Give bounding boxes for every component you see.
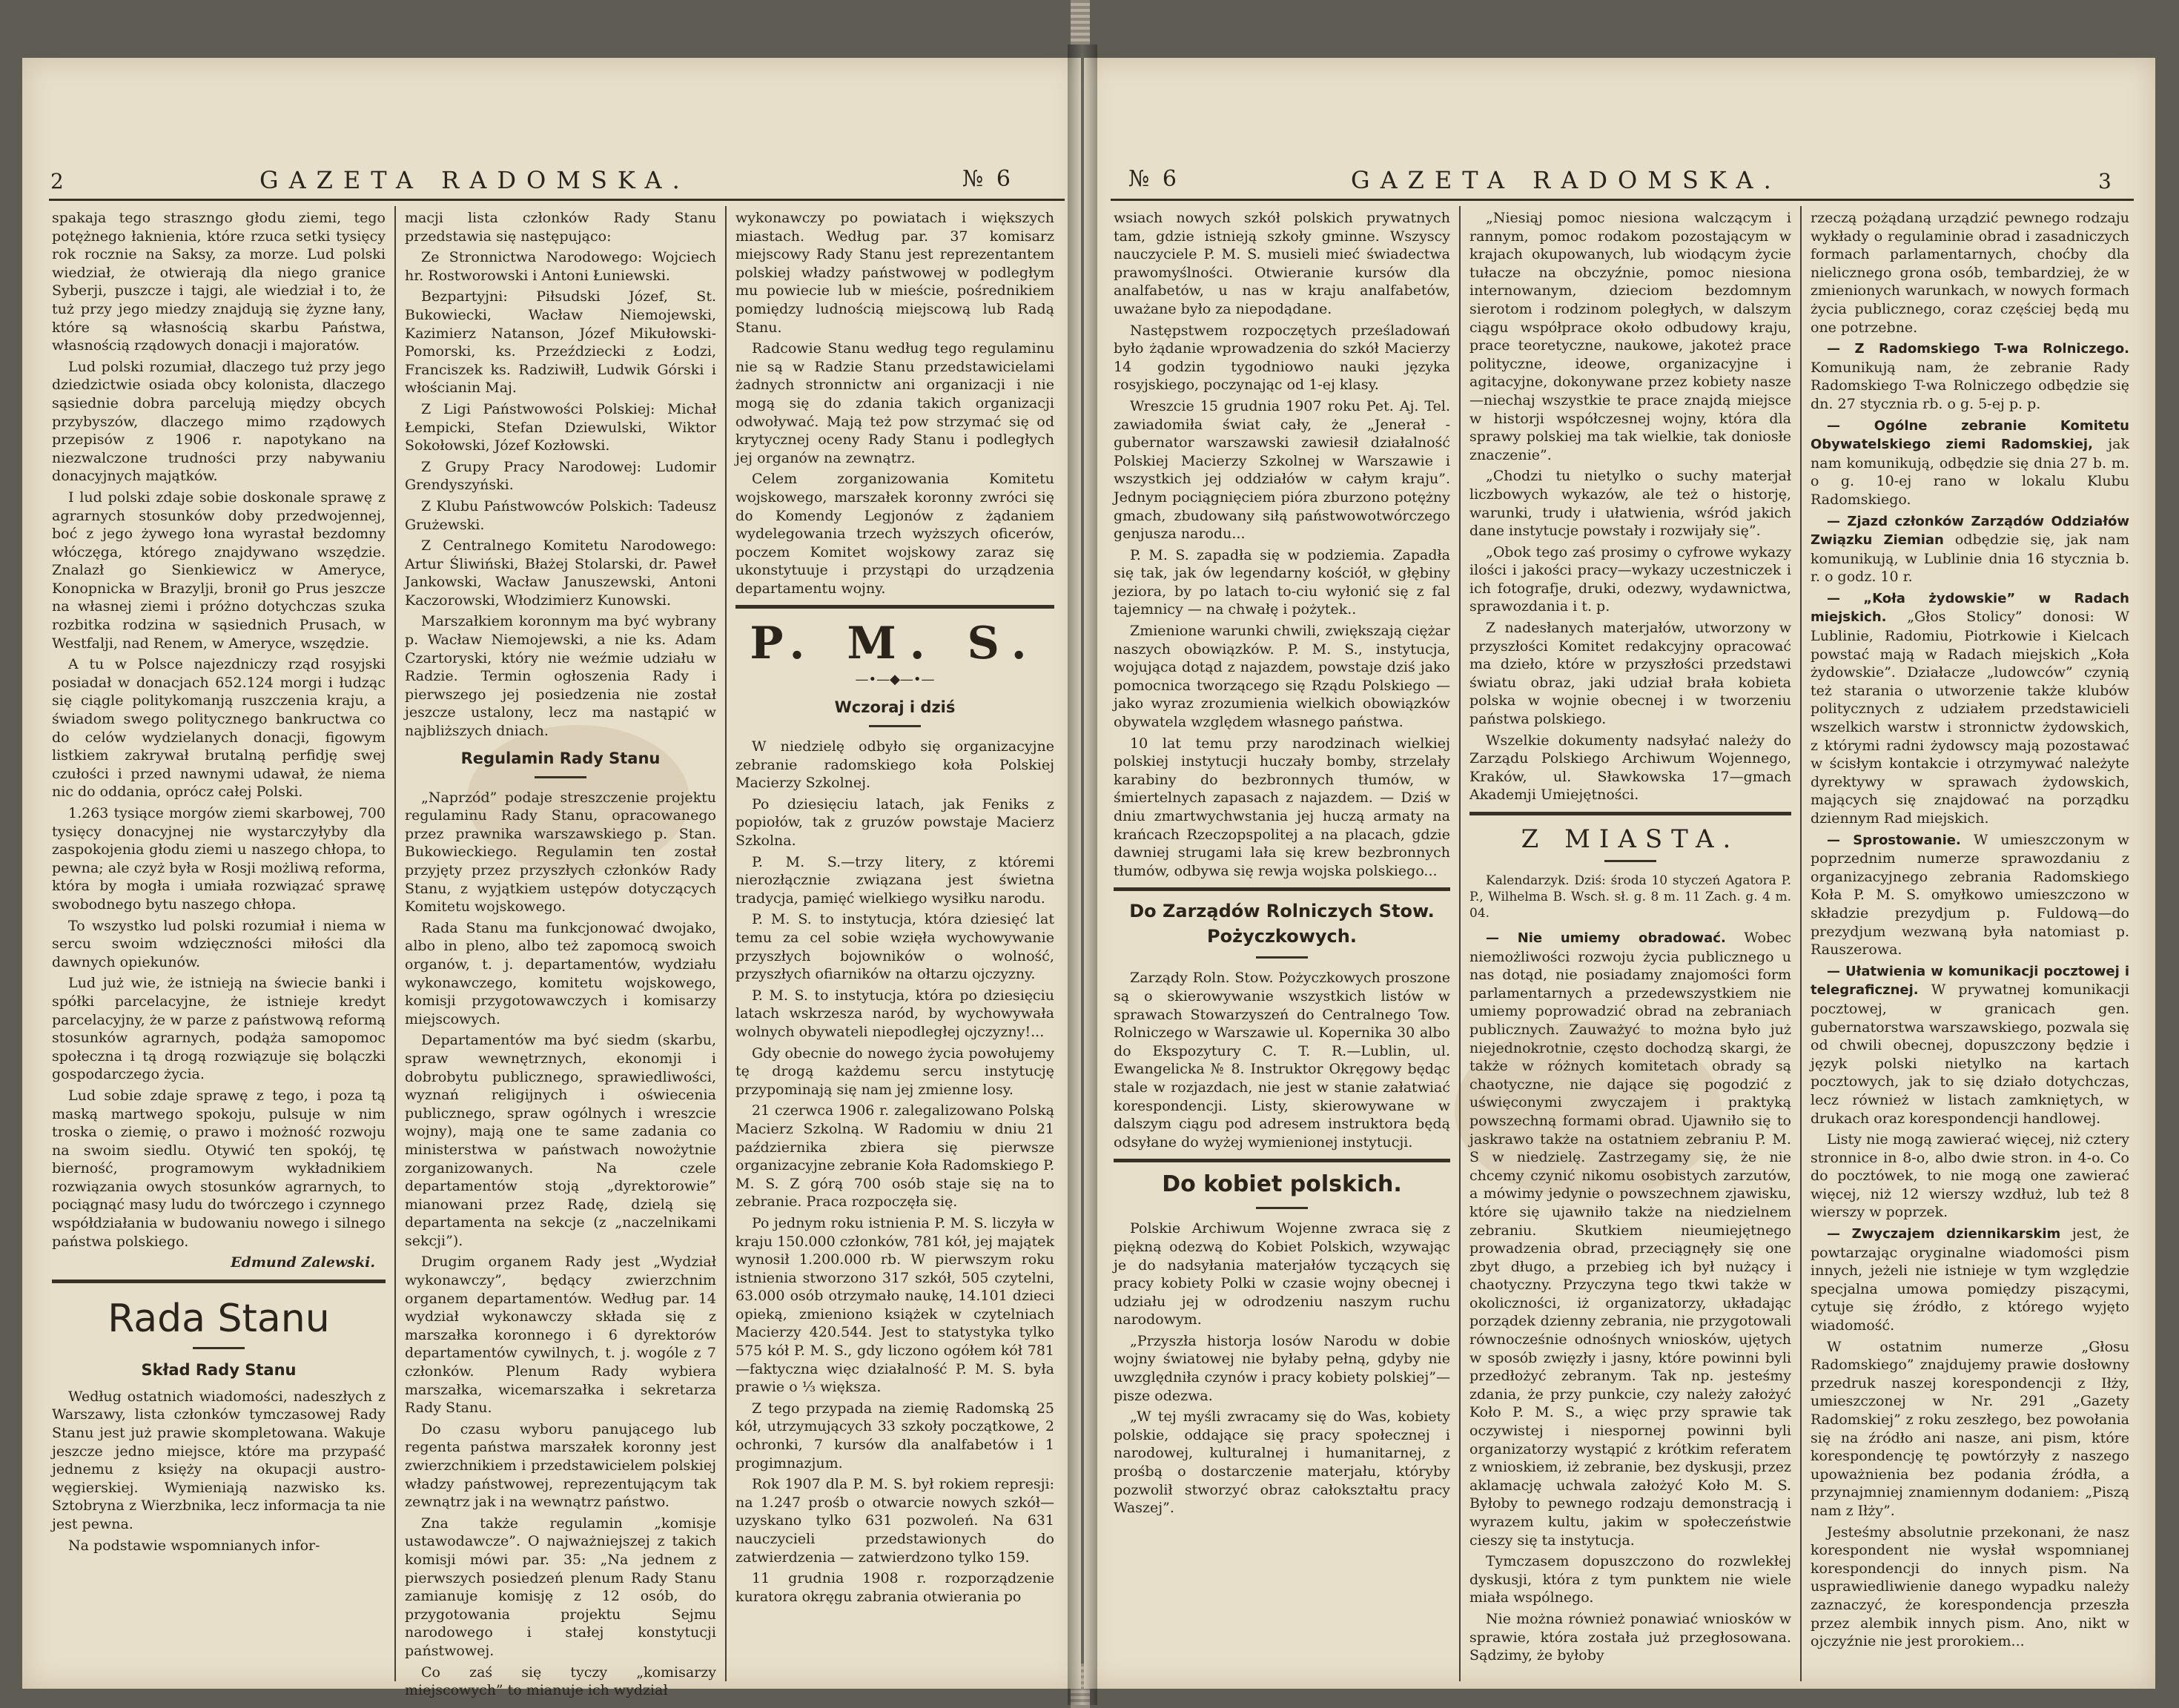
article-text: Wszelkie dokumenty nadsyłać należy do Zarządu Polskiego Archiwum Wojennego, Kraków, ul. Sławkowska 17—gmach Akademji Umiejętności. [1469,732,1791,804]
article-text: „Naprzód” podaje streszczenie projektu regulaminu Rady Stanu, opracowanego przez prawnika warszawskiego p. Stan. Bukowieckiego. Regulamin ten został przyjęty przez przyszłych członków Rady Stanu, z wyjątkiem ustępów dotyczących Komitetu wojskowego. [405,789,716,916]
article-text: Rok 1907 dla P. M. S. był rokiem represji: na 1.247 prośb o otwarcie nowych szkół—uzyskano tylko 631 pozwoleń. Na 631 nauczycieli przedstawionych do zatwierdzenia — zatwierdzono tylko 159. [735,1476,1054,1566]
news-lead: — Zjazd członków Zarządów Oddziałów Związku Ziemian [1811,513,2129,549]
column-2 [1469,209,1791,1684]
article-text: jest, że powtarzając oryginalne wiadomości pism innych, jeżeli nie istnieje w tym względzie specjalna umowa pomiędzy piszącymi, cytuje się źródło, z którego wyjęto wiadomość. [1811,1225,2129,1334]
article-text: Departamentów ma być siedm (skarbu, spraw wewnętrznych, ekonomji i dobrobytu publicznego, sprawiedliwości, wyznań religijnych i oświecenia publicznego, spraw ogólnych i wreszcie wojny), mają one te same zadania co ministerstwa w państwach nowożytnie zorganizowanych. Na czele departamentów stoją „dyrektorowie” mianowani przez Radę, dzielą się departamenta na sekcje (z „naczelnikami sekcji”). [405,1032,716,1249]
article-text: Po jednym roku istnienia P. M. S. liczyła w kraju 150.000 członków, 781 kół, jej majątek wynosił 1.200.000 rb. W pierwszym roku istnienia stworzono 317 szkół, 505 czytelni, 63.000 osób otrzymało naukę, 14.101 dzieci opieką, zmieniono książek w czytelniach Macierzy 420.544. Jest to statystyka tylko 575 kół P. M. S., gdy liczono ogółem kół 781—faktyczna więc działalność P. M. S. była prawie o ⅓ większa. [735,1214,1054,1396]
page-number: 3 [2098,169,2116,193]
right-page [1084,58,2155,1689]
page-number: 2 [50,169,68,193]
news-lead: — Ogólne zebranie Komitetu Obywatelskiego ziemi Radomskiej, [1811,417,2129,453]
article-text: Nie można również ponawiać wniosków w sprawie, która została już przegłosowana. Sądzimy, że byłoby [1469,1610,1791,1664]
article-text: Drugim organem Rady jest „Wydział wykonawczy”, będący zwierzchnim organem departamentów. Według par. 14 wydział wykonawczy składa się z marszałka koronnego i 6 dyrektorów departamentów cywilnych, t. j. wogóle z 7 członków. Plenum Rady wybiera marszałka, wicemarszałka i sekretarza Rady Stanu. [405,1254,716,1417]
article-text: P. M. S.—trzy litery, z któremi nierozłącznie związana jest świetna tradycja, pamięć wielkiego wysiłku narodu. [735,853,1054,907]
newspaper-title: GAZETA RADOMSKA. [1351,166,1782,194]
article-text: P. M. S. to instytucja, która dziesięć lat temu za cel sobie wzięła wychowywanie przyszłych bojowników o wolność, przyszłych ofiarników na ołtarzu ojczyzny. [735,911,1054,983]
article-text: Rada Stanu ma funkcjonować dwojako, albo in pleno, albo też zapomocą swoich organów, t. j. departamentów, wydziału wykonawczego, komitetu wojskowego, komisji przygotowawczych i komisarzy miejscowych. [405,919,716,1027]
article-text: W umieszczonym w poprzednim numerze sprawozdaniu z organizacyjnego zebrania Radomskiego Koła P. M. S. omyłkowo umieszczono w składzie prezydjum p. Fuldową—do prezydjum wezwaną była natomiast p. Rauszerowa. [1811,831,2129,959]
news-lead: — Nie umiemy obradować. [1486,930,1726,946]
heading-underline [1256,956,1308,959]
article-text: I lud polski zdaje sobie doskonale sprawę z agrarnych stosunków doby przedwojennej, boć z jego żywego łona wyrastał bezdomny włóczęga, którego znajdywano wszędzie. Znalazł go Sienkiewicz w Ameryce, Konopnicka w Brazylji, bronił go Prus jeszcze na własnej ziemi i próżno dotychczas szuka rozbitka rodzina w sąsiednich Prusach, w Westfalji, nad Renem, w Ameryce, wszędzie. [52,489,386,652]
heading-rada-stanu: Rada Stanu [108,1296,330,1341]
binding-thread [1071,0,1090,44]
ornament-divider: —•—◆—•— [855,672,935,688]
issue-number: № 6 [962,166,1014,192]
column-3 [1811,209,2129,1684]
article-text: To wszystko lud polski rozumiał i niema w sercu swoim wdzięczności miłości dla dawnych opiekunów. [52,917,386,970]
news-lead: — „Koła żydowskie” w Radach miejskich. [1811,590,2129,626]
article-text: Jesteśmy absolutnie przekonani, że nasz korespondent nie wysłał wspomnianej korespondencji do innych pism. Na usprawiedliwienie danego wypadku należy zaznaczyć, że korespondencja przeszła przez alembik innych pism. Ano, nikt w ojczyźnie nie jest prorokiem... [1811,1523,2129,1650]
article-text: Z Klubu Państwowców Polskich: Tadeusz Grużewski. [405,497,716,533]
article-text: 11 grudnia 1908 r. rozporządzenie kuratora okręgu zabrania otwierania po [735,1570,1054,1605]
column-rule [394,206,396,1681]
article-text: „W tej myśli zwracamy się do Was, kobiety polskie, oddające się pracy społecznej i narodowej, kulturalnej i humanitarnej, z prośbą o dostarczenie materjału, któryby pozwolił stworzyć obraz całokształtu pracy Waszej”. [1114,1409,1450,1517]
left-page [22,58,1081,1699]
column-rule [1459,206,1461,1681]
news-lead: — Z Radomskiego T-wa Rolniczego. [1827,341,2129,357]
heading-wczoraj-i-dzis: Wczoraj i dziś [834,698,956,717]
heading-underline [1604,860,1656,862]
article-text: jak nam komunikują, odbędzie się dnia 27 b. m. o g. 10-ej rano w lokalu Klubu Radomskiego. [1811,436,2130,508]
masthead-rule [49,199,1065,201]
article-text: „Chodzi tu nietylko o suchy materjał liczbowych wykazów, ale też o historję, warunki, trudy i ułatwienia, wśród jakich dane instytucje powstały i rozwijały się”. [1469,468,1791,540]
article-text: rzeczą pożądaną urządzić pewnego rodzaju wykłady o regulaminie obrad i zasadniczych formach parlamentarnych, choćby dla nielicznego grona osób, tembardziej, że w zmienionych warunkach, w nowych formach życia publicznego, coraz częściej będą mu one potrzebne. [1811,210,2129,336]
issue-number: № 6 [1128,166,1180,192]
article-text: Ze Stronnictwa Narodowego: Wojciech hr. Rostworowski i Antoni Łuniewski. [405,249,716,284]
news-lead: — Ułatwienia w komunikacji pocztowej i telegraficznej. [1811,963,2129,999]
article-text: Listy nie mogą zawierać więcej, niż cztery stronnice in 8-o, albo dwie stron. in 4-o. Co do pocztówek, to nie mogą one zawierać więcej, niż 12 wierszy wzdłuż, lub też 8 wierszy w poprzek. [1811,1131,2129,1221]
heading-z-miasta: Z MIASTA. [1521,824,1740,854]
article-text: „Niesiąj pomoc niesiona walczącym i rannym, pomoc rodakom pozostającym w krajach okupowanych, lub wiodącym życie tułacze na obczyźnie, pomoc niesiona internowanym, dzieciom bezdomnym sierotom i rodzinom poległych, w dalszym ciągu współprace około odbudowy kraju, prace teoretyczne, naukowe, jakoteż prace polityczne, ideowe, organizacyjne i agitacyjne, dokonywane przez kobiety nasze —niechaj wszystkie te prace znajdą miejsce w historji współczesnej wojny, która dla sprawy polskiej ma tak wielkie, tak doniosłe znaczenie”. [1469,210,1791,463]
article-text: „Głos Stolicy” donosi: W Lublinie, Radomiu, Piotrkowie i Kielcach powstać mają w Radach miejskich „Koła żydowskie”. Działacze „ludowców” czynią też starania o utworzenie także klubów politycznych z udziałem przedstawicieli wszelkich warstw i stronnictw żydowskich, z którymi radni żydowscy mają pozostawać w ścisłym kontakcie i otrzymywać należyte dyrektywy w sprawach żydowskich, mających się znajdować na porządku dziennym Rad miejskich. [1811,609,2130,827]
article-text: Radcowie Stanu według tego regulaminu nie są w Radzie Stanu przedstawicielami żadnych stronnictw ani organizacji i nie mogą się do zdania takich organizacji odwoływać. Mają też pow strzymać się od krytycznej oceny Rady Stanu i podległych jej organów na zewnątrz. [735,340,1054,466]
masthead-left [22,102,1081,194]
masthead-rule [1111,199,2134,201]
author-signature: Edmund Zalewski. [231,1254,375,1271]
article-text: wsiach nowych szkół polskich prywatnych tam, gdzie istnieją szkoły gminne. Wszyscy nauczyciele P. M. S. musieli mieć świadectwa prawomyślności. Otwieranie kursów dla analfabetów, u nas w kraju analfabetów, uważane było za niepodądane. [1114,210,1450,317]
article-text: odbędzie się, jak nam komunikują, w Lublinie dnia 16 stycznia b. r. o godz. 10 r. [1811,532,2130,586]
article-text: Wreszcie 15 grudnia 1907 roku Pet. Aj. Tel. zawiadomiła świat cały, że „Jenerał - gubernator warszawski zawiesił działalność Polskiej Macierzy Szkolnej w Warszawie i wszystkich jej oddziałów w całym kraju”. Jednym pociągnięciem pióra zburzono potężny gmach, zbudowany siłą państwowotwórczego genjusza narodu... [1114,397,1450,543]
article-text: 21 czerwca 1906 r. zalegalizowano Polską Macierz Szkolną. W Radomiu w dniu 21 października zbiera się pierwsze organizacyjne zebranie Koła Radomskiego P. M. S. Z górą 700 osób staje się na to zebranie. Praca rozpoczęła się. [735,1102,1054,1211]
article-text: Według ostatnich wiadomości, nadeszłych z Warszawy, lista członków tymczasowej Rady Stanu jest już prawie skompletowana. Wakuje jeszcze jedno miejsce, które ma przypaść jednemu z księży na okupacji austro-węgierskiej. Wymieniają nazwisko ks. Sztobryna z Wierzbnika, lecz informacja ta nie jest pewna. [52,1388,386,1532]
news-lead: — Sprostowanie. [1827,832,1961,848]
article-text: Lud polski rozumiał, dlaczego tuż przy jego dziedzictwie osiada obcy kolonista, dlaczego sąsiednie dobra parcelują między obcych przybyszów, dlaczego mimo rządowych przepisów z 1906 r. napotykano na niezwalczone trudności przy nabywaniu donacyjnych majątków. [52,358,386,485]
article-text: Celem zorganizowania Komitetu wojskowego, marszałek koronny zwróci się do Komendy Legjonów z żądaniem wydelegowania trzech wyższych oficerów, poczem Komitet wojskowy zaraz się ukonstytuuje i przystąpi do urządzenia departamentu wojny. [735,471,1054,597]
article-text: Z Centralnego Komitetu Narodowego: Artur Śliwiński, Błażej Stolarski, dr. Paweł Jankowski, Wacław Januszewski, Antoni Kaczorowski, Włodzimierz Kunowski. [405,537,716,609]
article-text: W niedzielę odbyło się organizacyjne zebranie radomskiego koła Polskiej Macierzy Szkolnej. [735,738,1054,792]
article-text: Marszałkiem koronnym ma być wybrany p. Wacław Niemojewski, a nie ks. Adam Czartoryski, który nie weźmie udziału w Radzie. Termin ogłoszenia Rady i pierwszego jej posiedzenia nie został jeszcze ustalony, lecz ma nastąpić w najbliższych dniach. [405,613,716,740]
news-lead: — Zwyczajem dziennikarskim [1827,1226,2061,1242]
article-text: Lud sobie zdaje sprawę z tego, i poza tą maską martwego spokoju, pulsuje w nim troska o ziemię, o prawo i możność rozwoju na swoim siedlu. Otywić ten spokój, tę bierność, programowym wykładnikiem rozwiązania owych stosunków agrarnych, to pociągnąć masy ludu do twórczego i czynnego współdziałania w budowaniu nowego i silnego państwa polskiego. [52,1087,386,1250]
article-text: Zarządy Roln. Stow. Pożyczkowych proszone są o skierowywanie wszystkich listów w sprawach Stowarzyszeń do Centralnego Tow. Rolniczego w Warszawie ul. Kopernika 30 albo do Ekspozytury C. T. R.—Lublin, ul. Ewangelicka № 8. Instruktor Okręgowy będąc stale w rozjazdach, nie jest w stanie załatwiać korespondencji. Listy, skierowywane w dalszym ciągu pod adresem instruktora będą odsyłane do wyżej wymienionej instytucji. [1114,970,1450,1151]
article-text: W ostatnim numerze „Głosu Radomskiego” znajdujemy prawie dosłowny przedruk naszej korespondencji z Iłży, umieszczonej w Nr. 291 „Gazety Radomskiej” z roku zeszłego, bez powołania się na źródło ani nasze, ani pism, które korespondencję tę powtórzyły z naszego upoważnienia bez podania źródła, a przynajmniej znamiennym dodaniem: „Piszą nam z Iłży”. [1811,1338,2129,1519]
article-text: P. M. S. zapadła się w podziemia. Zapadła się tak, jak ów legendarny kościół, w głębiny jeziora, by po latach to-ciu wyłonić się z fal tajemnicy — na chwałę i pożytek.. [1114,546,1450,618]
article-text: P. M. S. to instytucja, która po dziesięciu latach wskrzesza naród, by wychowywała wolnych obywateli niepodległej ojczyzny!... [735,987,1054,1040]
section-rule [52,1280,386,1283]
column-rule [1800,206,1802,1681]
article-text: macji lista członków Rady Stanu przedstawia się następująco: [405,210,716,245]
article-text: wykonawczy po powiatach i większych miastach. Według par. 37 komisarz miejscowy Rady Stanu jest reprezentantem polskiej władzy państwowej w podległym mu powiecie lub w mieście, pośrednikiem pomiędzy ludnością miejscową lub Radą Stanu. [735,210,1054,336]
article-text: Z nadesłanych materjałów, utworzony w przyszłości Komitet redakcyjny opracować ma dzieło, które w przyszłości przedstawi światu obraz, jaki udział brała kobieta polska w wojnie obecnej i w tworzeniu państwa polskiego. [1469,620,1791,728]
article-text: Wobec niemożliwości rozwoju życia publicznego u nas dotąd, nie posiadamy znajomości form parlamentarnych a przedewszystkiem nie umiemy poprowadzić obrad na zebraniach publicznych. Zauważyć to można było już niejednokrotnie, często dochodzą skargi, że także w różnych komitetach obrady są chaotyczne, nie dające się pogodzić z uświęconymi zwyczajem i praktyką powszechną formami obrad. Ujawniło się to jaskrawo także na ostatniem zebraniu P. M. S w niedzielę. Zastrzegamy się, że nie chcemy czynić nikomu osobistych zarzutów, a mówimy jedynie o powszechnem zjawisku, które się ujawniło także na niedzielnem zebraniu. Skutkiem nieumiejętnego prowadzenia obrad, przeciągnęły się one zbyt długo, a przebieg ich był nużący i chaotyczny. Przyczyna tego tkwi także w okoliczności, iż organizatorzy, układając porządek dzienny zebrania, nie przygotowali równocześnie odnośnych wniosków, ujętych w sposób zwięzły i jasny, które powinni byli przedłożyć zebranym. Tak np. jesteśmy zdania, że przy punkcie, czy należy założyć Koło P. M. S., a więc przy sprawie tak oczywistej i niespornej powinni byli organizatorzy wystąpić z krótkim referatem z wnioskiem, iż zebranie, bez dyskusji, przez aklamację uchwala założyć Koło M. S. Byłoby to pewnego rodzaju demonstracją i wyrazem kultu, jakim w społeczeństwie cieszy się ta instytucja. [1469,930,1791,1549]
heading-underline [1256,1207,1308,1209]
heading-underline [535,776,586,778]
article-text: Do czasu wyboru panującego lub regenta państwa marszałek koronny jest zwierzchnikiem i przedstawicielem polskiej władzy państwowej, reprezentującym tak zewnątrz jak i na wewnątrz państwo. [405,1420,716,1511]
section-rule [1469,812,1791,815]
column-rule [725,206,727,1681]
column-3 [735,209,1054,1684]
article-text: Z tego przypada na ziemię Radomską 25 kół, utrzymujących 33 szkoły początkowe, 2 ochronki, 7 kursów dla analfabetów i 1 progimnazjum. [735,1400,1054,1472]
article-text: Następstwem rozpoczętych prześladowań było żądanie wprowadzenia do szkół Macierzy 14 godzin tygodniowo nauki języka rosyjskiego, poczynając od 1-ej klasy. [1114,322,1450,394]
column-1 [1114,209,1450,1684]
section-rule [735,605,1054,609]
article-text: Gdy obecnie do nowego życia powołujemy tę drogą każdemu sercu instytucję przypominają się nam jej zmienne losy. [735,1045,1054,1098]
section-rule [1114,887,1450,891]
article-text: „Obok tego zaś prosimy o cyfrowe wykazy ilości i jakości pracy—wykazy uczestniczek i ich fotografje, druki, odezwy, wydawnictwa, sprawozdania i t. p. [1469,543,1791,615]
masthead-right [1084,102,2155,194]
article-text: Lud już wie, że istnieją na świecie banki i spółki parcelacyjne, że istnieje kredyt parcelacyjny, że w parze z państwową reformą stosunków agrarnych, podąża samopomoc społeczna i tą drogą rozwiązuje się bolączki gospodarczego życia. [52,975,386,1083]
heading-zarzadow: Do Zarządów Rolniczych Stow. Pożyczkowych. [1129,901,1435,947]
heading-regulamin: Regulamin Rady Stanu [460,749,661,767]
article-text: 10 lat temu przy narodzinach wielkiej polskiej instytucji huczały bomby, strzelały karabiny do bezbronnych tłumów, w śmiertelnych zapasach z najazdem. — Dziś w dniu zmartwychwstania jej huczą armaty na krańcach Rzeczopspolitej a na placach, gdzie dawniej strugami lała się krew bezbronnych tłumów, odbywa się rewja wojska polskiego... [1114,735,1450,879]
book-gutter [1068,44,1097,1705]
article-text: Z Grupy Pracy Narodowej: Ludomir Grendyszyński. [405,458,716,494]
article-text: Z Ligi Państwowości Polskiej: Michał Łempicki, Stefan Dziewulski, Wiktor Sokołowski, Józef Kozłowski. [405,400,716,454]
article-text: Zmienione warunki chwili, zwiększają ciężar naszych obowiązków. P. M. S., instytucja, wojująca dotąd z najazdem, powstaje dziś jako pomocnica tworzącego się Rządu Polskiego — jako wyraz zrozumienia wielkich obowiązków obywatela względem własnego państwa. [1114,623,1450,731]
article-text: Komunikują nam, że zebranie Rady Radomskiego T-wa Rolniczego odbędzie się dn. 27 stycznia rb. o g. 5-ej p. p. [1811,359,2129,412]
heading-underline [869,725,921,727]
article-text: Na podstawie wspomnianych infor- [68,1537,320,1554]
column-2 [405,209,716,1699]
article-text: W prywatnej komunikacji pocztowej, w granicach gen. gubernatorstwa warszawskiego, pozwala się od chwili obecnej, dopuszczony będzie i język polski nietylko na kartach pocztowych, jak to się działo dotychczas, lecz również w listach zamkniętych, w drukach oraz korespondencji handlowej. [1811,982,2130,1127]
heading-pms: P. M. S. [750,618,1040,670]
newspaper-title: GAZETA RADOMSKA. [259,166,690,194]
article-text: spakaja tego straszngo głodu ziemi, tego potężnego łaknienia, które rzuca setki tysięcy rok rocznie na Saksy, za morze. Lud polski wiedział, że otwierają dla niego granice Syberji, puszcze i tajgi, ale wiedział i to, że tuż przy jego miedzy znajdują się żyzne łany, które są własnością skarbu Państwa, własnością rządowych donacji i majoratów. [52,210,386,354]
article-text: Polskie Archiwum Wojenne zwraca się z piękną odezwą do Kobiet Polskich, wzywając je do nadsyłania materjałów tyczących się pracy kobiety Polki w czasie wojny obecnej i udziału jej w odrodzeniu naszym ruchu narodowym. [1114,1220,1450,1328]
column-1 [52,209,386,1684]
article-text: Co zaś się tyczy „komisarzy miejscowych” to mianuje ich wydział [405,1664,716,1699]
article-text: Po dziesięciu latach, jak Feniks z popiołów, tak z gruzów powstaje Macierz Szkolna. [735,795,1054,850]
article-text: Zna także regulamin „komisje ustawodawcze”. O najważniejszej z takich komisji mówi par. 35: „Na jednem z pierwszych posiedzeń plenum Rady Stanu zamianuje komisję z 12 osób, do przygotowania projektu Sejmu narodowego i stałej konstytucji państwowej. [405,1515,716,1659]
article-text: 1.263 tysiące morgów ziemi skarbowej, 700 tysięcy donacyjnej nie wystarczyłyby dla zaspokojenia głodu ziemi u naszego chłopa, to pewna; ale czyż była w Rosji możliwą reforma, która by mogła i umiała rozwiązać sprawę swobodnego bytu naszego chłopa. [52,805,386,913]
heading-do-kobiet: Do kobiet polskich. [1162,1171,1402,1198]
article-text: Bezpartyjni: Piłsudski Józef, St. Bukowiecki, Wacław Niemojewski, Kazimierz Natanson, Józef Mikułowski-Pomorski, ks. Przeździecki z Łodzi, Franciszek ks. Radziwiłł, Ludwik Górski i włościanin Maj. [405,288,716,397]
calendar-note: Kalendarzyk. Dziś: środa 10 styczeń Agatora P. P., Wilhelma B. Wsch. sł. g. 8 m. 11 Zach. g. 4 m. 04. [1469,873,1791,921]
section-rule [1114,1159,1450,1162]
heading-underline [193,1347,245,1349]
article-text: A tu w Polsce najezdniczy rząd rosyjski posiadał w donacjach 652.124 morgi i łudząc się ciągle politykomanją ruszczenia kraju, a świadom swego politycznego bankructwa co do celów wydzielanych donacji, figowym listkiem zakrywał brutalną perfidję swej czułości i przed nawnymi udawał, że niema nic do oddania, oprócz całej Polski. [52,656,386,801]
article-text: „Przyszła historja losów Narodu w dobie wojny światowej nie byłaby pełną, gdyby nie uwzględniła czynów i pracy kobiety polskiej”—pisze odezwa. [1114,1332,1450,1404]
heading-sklad-rady: Skład Rady Stanu [141,1360,297,1379]
article-text: Tymczasem dopuszczono do rozwlekłej dyskusji, która z tym punktem nie wiele miała wspólnego. [1469,1553,1791,1606]
